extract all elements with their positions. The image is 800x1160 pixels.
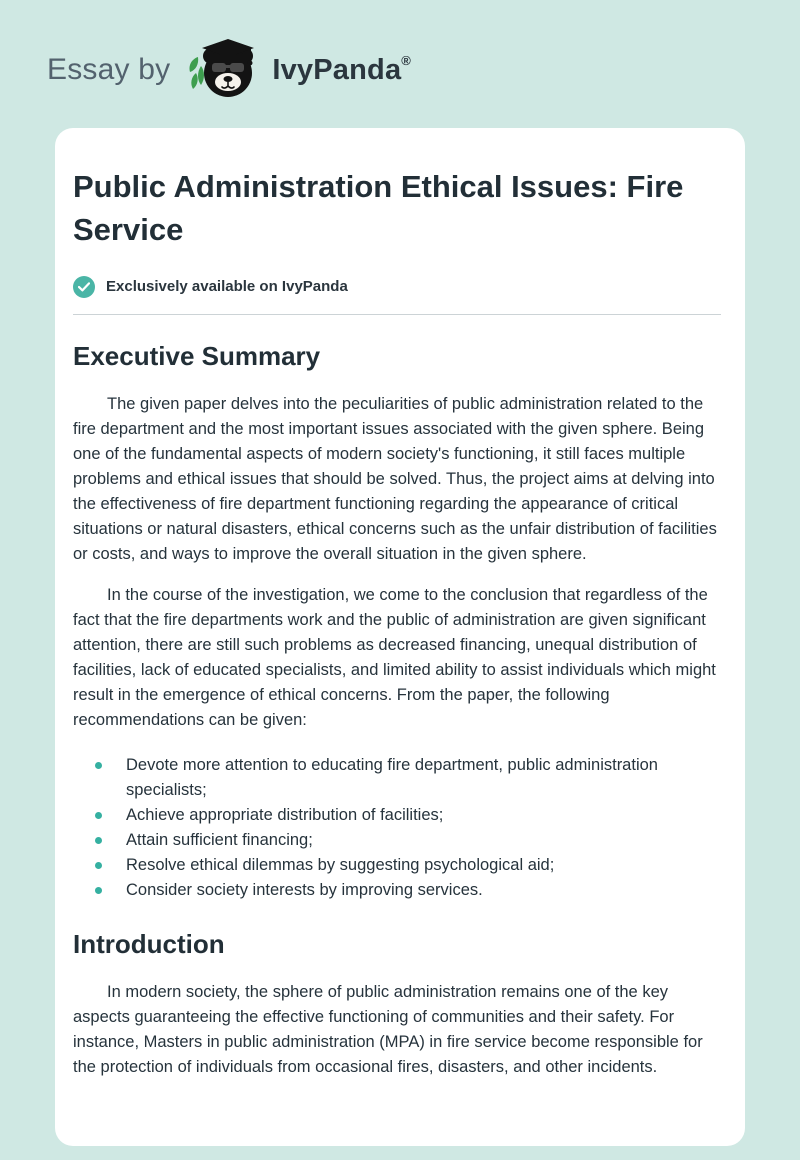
paragraph-exec-1: The given paper delves into the peculiarities of public administration related to the fire department and the most important issues associated with the given sphere. Being one of the fundamental aspects of modern society's functioning, it still faces multiple problems and ethical issues that should be solved. Thus, the project aims at delving into the effectiveness of fire department functioning regarding the appearance of critical situations or natural disasters, ethical concerns such as the unfair distribution of facilities or costs, and ways to improve the overall situation in the given sphere. xyxy=(73,394,717,563)
list-item: Devote more attention to educating fire department, public administration specialists; xyxy=(95,753,723,803)
recommendations-list xyxy=(73,753,723,903)
graduate-panda-icon xyxy=(184,39,258,101)
section-heading-introduction: Introduction xyxy=(73,928,225,959)
list-item: Achieve appropriate distribution of facilities; xyxy=(95,803,723,828)
essay-card xyxy=(55,128,745,1146)
paragraph-exec-2: In the course of the investigation, we come to the conclusion that regardless of the fact that the fire departments work and the public of administration are given significant attention, there are still such problems as decreased financing, unequal distribution of facilities, lack of educated specialists, and limited ability to assist individuals which might result in the emergence of ethical concerns. From the paper, the following recommendations can be given: xyxy=(73,585,716,729)
brand-name xyxy=(272,53,411,87)
availability-row xyxy=(73,276,723,298)
availability-text: Exclusively available on IvyPanda xyxy=(106,278,348,296)
list-item: Resolve ethical dilemmas by suggesting psychological aid; xyxy=(95,853,723,878)
registered-mark: ® xyxy=(401,53,412,68)
check-icon xyxy=(73,276,95,298)
page-title: Public Administration Ethical Issues: Fire Service xyxy=(73,169,684,247)
list-item: Consider society interests by improving services. xyxy=(95,878,723,903)
site-header xyxy=(0,0,800,128)
list-item: Attain sufficient financing; xyxy=(95,828,723,853)
paragraph-intro-1: In modern society, the sphere of public administration remains one of the key aspects guaranteeing the effective functioning of communities and their safety. For instance, Masters in public administration (MPA) in fire service become responsible for the protection of individuals from occasional fires, disasters, and other incidents. xyxy=(73,982,703,1076)
divider xyxy=(73,314,721,315)
brand-text: IvyPanda xyxy=(272,54,402,86)
section-heading-executive-summary: Executive Summary xyxy=(73,340,321,371)
essay-by-text: Essay by xyxy=(47,53,171,86)
